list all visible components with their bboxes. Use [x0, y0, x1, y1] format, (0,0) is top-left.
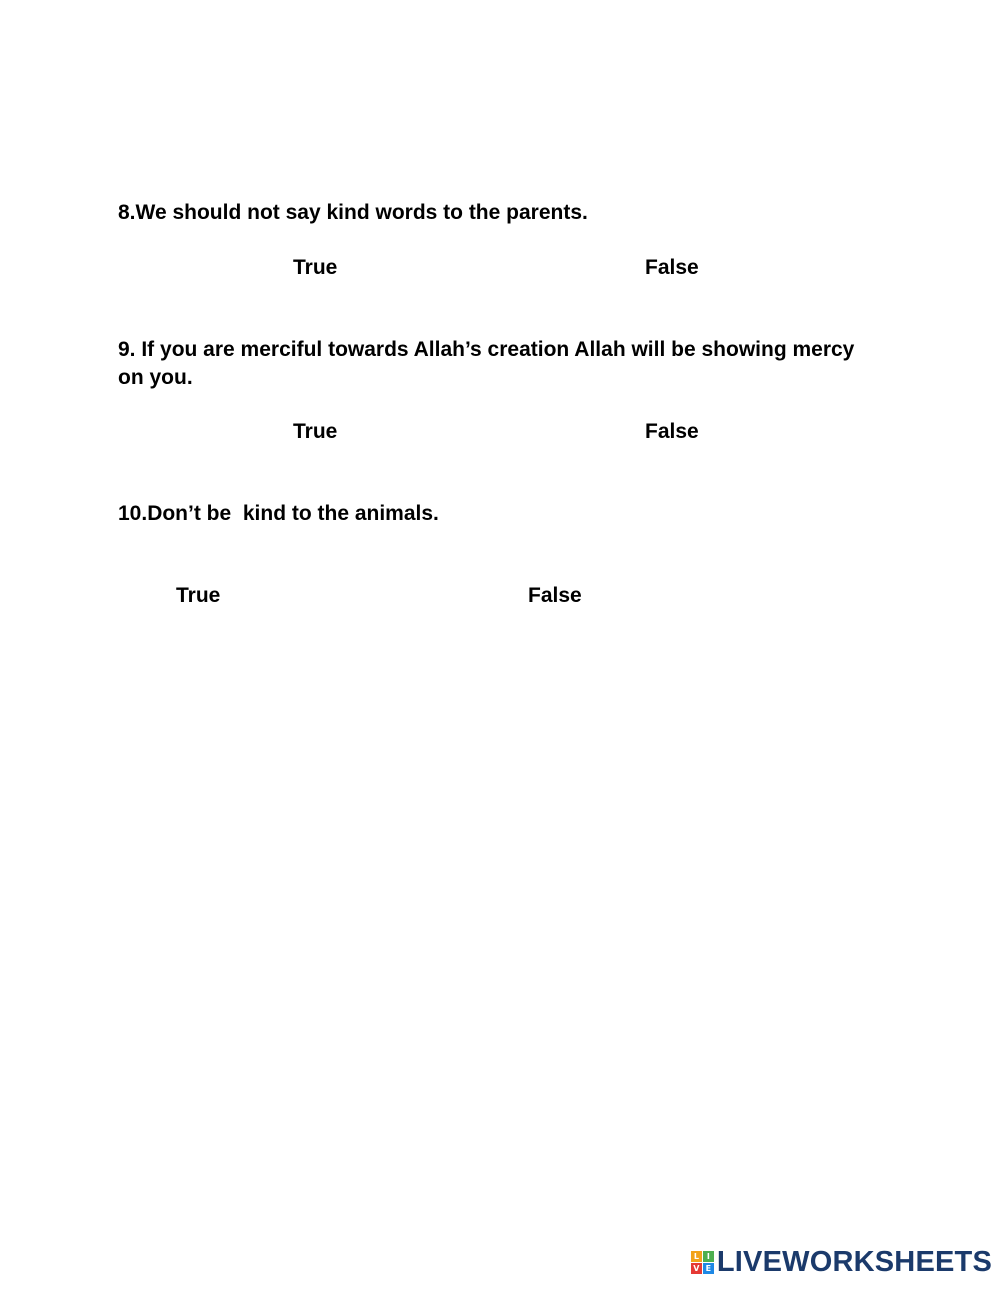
logo-block-e: E [703, 1263, 714, 1274]
question-10-option-false[interactable]: False [528, 584, 582, 607]
question-10-text: 10.Don’t be kind to the animals. [118, 502, 439, 525]
question-8-option-true[interactable]: True [293, 256, 338, 279]
question-8-text: 8.We should not say kind words to the parents. [118, 201, 588, 224]
question-9-text: 9. If you are merciful towards Allah’s creation Allah will be showing mercy on you. [118, 338, 861, 389]
logo-text: LIVEWORKSHEETS [716, 1246, 992, 1278]
question-10-option-true[interactable]: True [176, 584, 221, 607]
liveworksheets-logo [691, 1247, 992, 1277]
question-9-option-false[interactable]: False [645, 420, 699, 443]
logo-block-l: L [691, 1251, 702, 1262]
logo-block-v: V [691, 1263, 702, 1274]
question-8-option-false[interactable]: False [645, 256, 699, 279]
logo-block-i: I [703, 1251, 714, 1262]
question-9-option-true[interactable]: True [293, 420, 338, 443]
logo-blocks-icon [691, 1251, 714, 1274]
